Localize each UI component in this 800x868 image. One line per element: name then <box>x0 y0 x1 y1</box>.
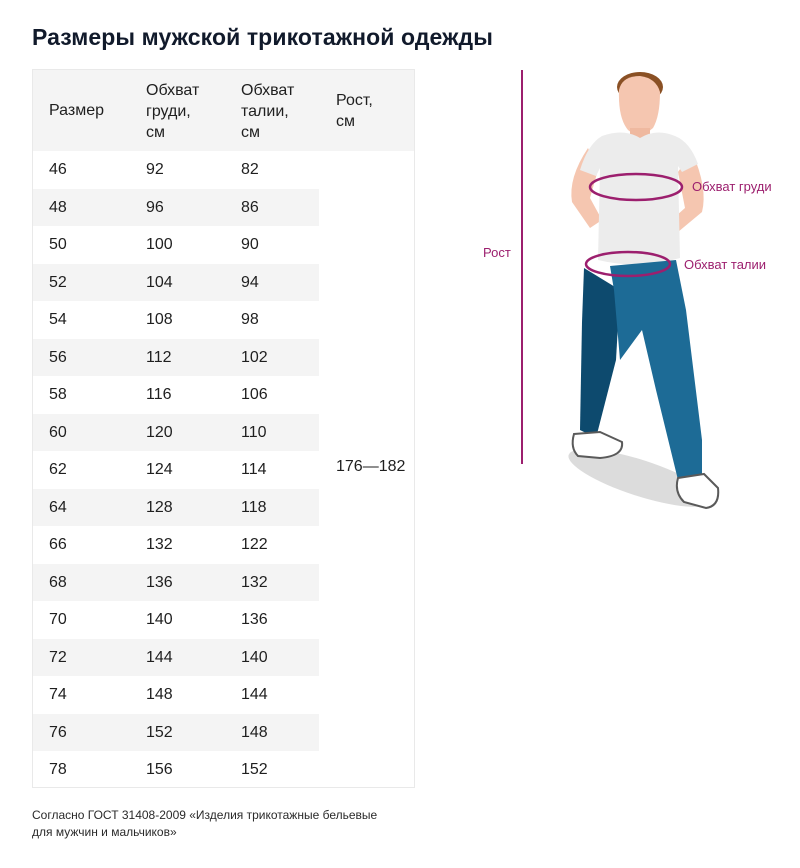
body-measurement-figure <box>470 60 800 530</box>
chest-cell: 148 <box>146 686 173 703</box>
chest-cell: 104 <box>146 273 173 291</box>
chest-cell: 140 <box>146 611 173 628</box>
header-chest-line: Обхват <box>146 82 200 99</box>
waist-girth-label: Обхват талии <box>684 257 767 272</box>
waist-cell: 136 <box>241 611 268 628</box>
header-waist-line: Обхват <box>241 82 295 99</box>
chest-girth-label: Обхват груди <box>692 179 772 194</box>
left-shoe <box>573 432 622 458</box>
header-size <box>49 100 104 121</box>
size-cell: 74 <box>49 686 67 703</box>
chest-cell: 120 <box>146 423 173 441</box>
chest-cell: 128 <box>146 498 173 516</box>
size-cell: 78 <box>49 761 67 778</box>
table-row <box>33 526 319 564</box>
right-leg <box>610 260 702 480</box>
footnote-line: для мужчин и мальчиков» <box>32 825 177 839</box>
chest-cell: 124 <box>146 461 173 478</box>
size-cell: 48 <box>49 198 67 216</box>
table-row <box>33 226 319 264</box>
shirt <box>580 132 698 264</box>
waist-cell: 94 <box>241 273 259 291</box>
table-row <box>33 639 319 677</box>
size-cell: 72 <box>49 648 67 666</box>
waist-cell: 140 <box>241 648 268 666</box>
size-cell: 56 <box>49 348 67 366</box>
size-cell: 54 <box>49 311 67 328</box>
header-height <box>336 90 373 132</box>
chest-cell: 100 <box>146 236 173 253</box>
size-cell: 70 <box>49 611 67 628</box>
header-height-line: Рост, <box>336 92 373 109</box>
table-row <box>33 414 319 452</box>
header-waist <box>241 80 294 143</box>
chest-cell: 92 <box>146 161 164 178</box>
table-row <box>33 451 319 489</box>
table-row <box>33 264 319 302</box>
table-header <box>33 70 414 151</box>
chest-cell: 108 <box>146 311 173 328</box>
header-waist-line: см <box>241 124 260 141</box>
man-illustration <box>470 60 800 530</box>
page-title: Размеры мужской трикотажной одежды <box>32 24 493 50</box>
height-range-cell: 176—182 <box>336 458 406 475</box>
table-row <box>33 301 319 339</box>
table-row <box>33 151 319 189</box>
footnote-line: Согласно ГОСТ 31408-2009 «Изделия трикотажные бельевые <box>32 808 378 822</box>
size-table <box>32 69 415 788</box>
header-chest-line: груди, <box>146 103 191 120</box>
table-row <box>33 489 319 527</box>
waist-cell: 132 <box>241 573 268 591</box>
head <box>619 76 660 135</box>
waist-cell: 114 <box>241 461 267 478</box>
chest-cell: 156 <box>146 761 173 778</box>
table-row <box>33 189 319 227</box>
size-cell: 62 <box>49 461 67 478</box>
waist-cell: 152 <box>241 761 268 778</box>
chest-cell: 112 <box>146 348 172 366</box>
waist-cell: 90 <box>241 236 259 253</box>
waist-cell: 98 <box>241 311 259 328</box>
waist-cell: 148 <box>241 723 268 741</box>
waist-cell: 86 <box>241 198 259 216</box>
size-cell: 66 <box>49 536 67 553</box>
waist-cell: 122 <box>241 536 268 553</box>
waist-cell: 144 <box>241 686 268 703</box>
table-row <box>33 376 319 414</box>
size-cell: 64 <box>49 498 67 516</box>
chest-cell: 96 <box>146 198 164 216</box>
waist-cell: 110 <box>241 423 267 441</box>
header-waist-line: талии, <box>241 103 289 120</box>
table-row <box>33 751 319 789</box>
footnote <box>32 807 432 841</box>
waist-cell: 106 <box>241 386 268 403</box>
header-chest-line: см <box>146 124 165 141</box>
left-leg <box>580 268 620 438</box>
height-label: Рост <box>483 245 511 260</box>
size-cell: 58 <box>49 386 67 403</box>
header-height-line: см <box>336 113 355 130</box>
table-row <box>33 714 319 752</box>
header-chest <box>146 80 199 143</box>
chest-cell: 152 <box>146 723 173 741</box>
table-row <box>33 564 319 602</box>
size-cell: 52 <box>49 273 67 291</box>
waist-cell: 102 <box>241 348 268 366</box>
size-cell: 60 <box>49 423 67 441</box>
size-cell: 46 <box>49 161 67 178</box>
chest-cell: 144 <box>146 648 173 666</box>
waist-cell: 118 <box>241 498 267 516</box>
table-row <box>33 676 319 714</box>
size-cell: 68 <box>49 573 67 591</box>
header-size-line: Размер <box>49 102 104 119</box>
table-row <box>33 339 319 377</box>
chest-cell: 136 <box>146 573 173 591</box>
chest-cell: 116 <box>146 386 172 403</box>
waist-cell: 82 <box>241 161 259 178</box>
size-cell: 50 <box>49 236 67 253</box>
size-cell: 76 <box>49 723 67 741</box>
table-row <box>33 601 319 639</box>
chest-cell: 132 <box>146 536 173 553</box>
